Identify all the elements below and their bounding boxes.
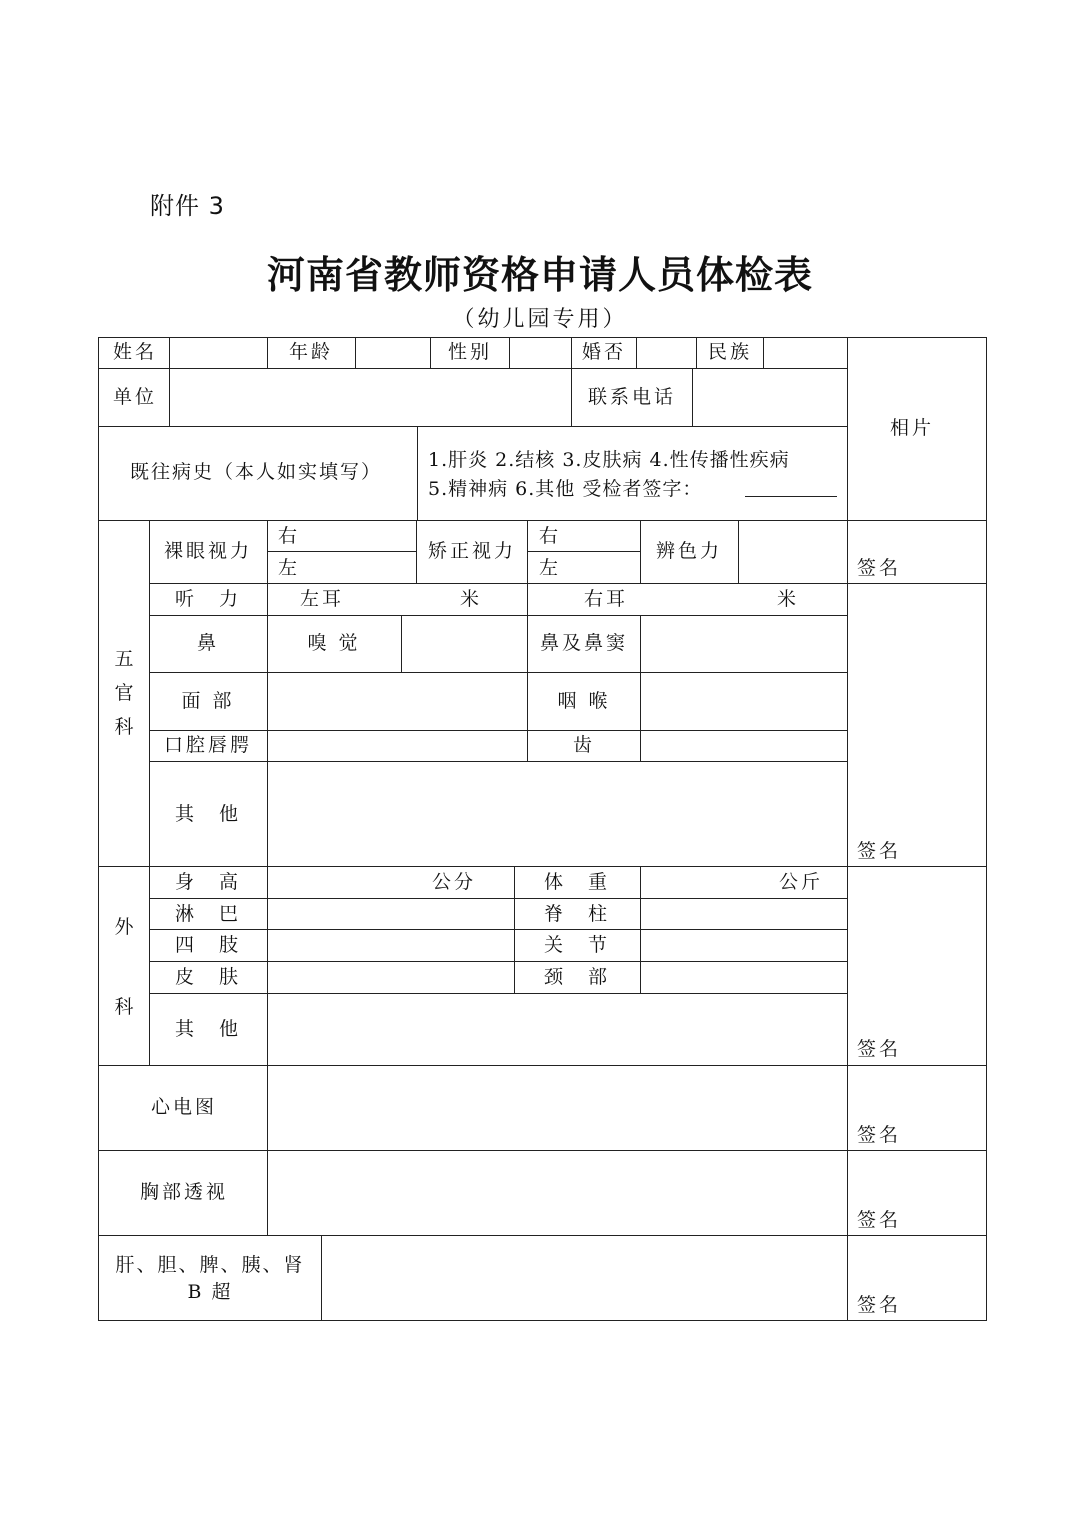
mouth-label: 口腔唇腭	[163, 734, 253, 756]
nose-label: 鼻	[196, 632, 220, 654]
photo-box[interactable]	[848, 338, 986, 520]
row-line	[149, 615, 847, 616]
weight-label: 体 重	[543, 871, 611, 893]
row-line	[98, 520, 987, 521]
surgery-section-top: 外	[114, 916, 134, 938]
left-ear-label: 左耳	[300, 588, 345, 610]
lymph-label: 淋 巴	[174, 903, 242, 925]
naked-vision-label: 裸眼视力	[163, 540, 253, 562]
photo-label: 相片	[889, 417, 935, 439]
form-subtitle: （幼儿园专用）	[452, 307, 628, 332]
skin-label: 皮 肤	[174, 966, 242, 988]
attachment-label: 附件 3	[150, 192, 225, 220]
spine-label: 脊 柱	[543, 903, 611, 925]
surgery-other-label: 其 他	[174, 1018, 242, 1040]
ent-sign-1: 签名	[857, 557, 902, 579]
ethnicity-field[interactable]	[764, 338, 847, 368]
row-line	[149, 929, 847, 930]
history-label: 既往病史（本人如实填写）	[129, 461, 383, 483]
history-options-line1: 1.肝炎 2.结核 3.皮肤病 4.性传播性疾病	[428, 449, 790, 471]
ent-section-label: 五 官 科	[114, 648, 134, 738]
phone-field[interactable]	[693, 369, 847, 426]
unit-label: 单位	[112, 386, 158, 408]
row-line	[98, 1065, 987, 1066]
corrected-left-label: 左	[539, 557, 562, 579]
chest-sign: 签名	[857, 1209, 902, 1231]
history-options-line2: 5.精神病 6.其他 受检者签字：	[428, 478, 703, 500]
nose-divider	[640, 615, 641, 761]
marital-field[interactable]	[637, 338, 696, 368]
height-unit: 公分	[432, 871, 477, 893]
naked-left-label: 左	[278, 557, 301, 579]
nose-divider	[401, 615, 402, 672]
weight-unit: 公斤	[779, 871, 824, 893]
row-line	[149, 961, 847, 962]
right-ear-label: 右耳	[584, 588, 629, 610]
row-line	[149, 672, 847, 673]
ecg-label: 心电图	[150, 1096, 218, 1118]
surgery-section-divider	[149, 866, 150, 1065]
neck-label: 颈 部	[543, 966, 611, 988]
smell-label: 嗅 觉	[307, 632, 361, 654]
examinee-signature-line[interactable]	[745, 496, 837, 497]
row1-divider	[696, 337, 697, 368]
age-label: 年龄	[288, 341, 334, 363]
color-vision-label: 辨色力	[655, 540, 723, 562]
ent-other-label: 其 他	[174, 803, 242, 825]
vision-split	[527, 551, 640, 552]
color-vision-field[interactable]	[739, 521, 847, 583]
gender-field[interactable]	[510, 338, 571, 368]
ent-sign-2: 签名	[857, 840, 902, 862]
name-field[interactable]	[170, 338, 267, 368]
throat-label: 咽 喉	[557, 690, 611, 712]
row-line	[98, 1150, 987, 1151]
ultrasound-label-line1: 肝、胆、脾、胰、肾	[115, 1254, 305, 1276]
form-title: 河南省教师资格申请人员体检表	[266, 252, 813, 297]
border-bottom	[98, 1320, 987, 1321]
ultrasound-sign: 签名	[857, 1294, 902, 1316]
row-line	[149, 761, 847, 762]
surgery-section-bottom: 科	[114, 996, 134, 1018]
ent-section-divider	[149, 520, 150, 866]
ent-label-divider	[267, 520, 268, 866]
row1-divider	[267, 337, 268, 368]
right-ear-unit: 米	[777, 588, 800, 610]
row-line	[149, 898, 847, 899]
row-line	[98, 426, 847, 427]
left-ear-unit: 米	[460, 588, 483, 610]
hearing-label: 听 力	[174, 588, 242, 610]
ethnicity-label: 民族	[707, 341, 753, 363]
ultrasound-mask	[266, 1236, 269, 1320]
row-line	[98, 866, 987, 867]
row1-divider	[430, 337, 431, 368]
chest-label: 胸部透视	[139, 1181, 229, 1203]
gender-label: 性别	[447, 341, 493, 363]
marital-label: 婚否	[581, 341, 627, 363]
surgery-sign: 签名	[857, 1038, 902, 1060]
border-right	[986, 337, 987, 1321]
ultrasound-divider	[321, 1235, 322, 1321]
vision-split	[267, 551, 416, 552]
row-line	[149, 993, 847, 994]
ultrasound-label-line2: B 超	[187, 1281, 233, 1303]
row1-divider	[571, 337, 572, 427]
corrected-right-label: 右	[539, 525, 562, 547]
row-line	[98, 1235, 987, 1236]
ecg-sign: 签名	[857, 1124, 902, 1146]
unit-field[interactable]	[170, 369, 571, 426]
row-line	[149, 730, 847, 731]
age-field[interactable]	[356, 338, 430, 368]
vision-divider	[416, 520, 417, 583]
name-label: 姓名	[112, 341, 158, 363]
row-line	[149, 583, 987, 584]
face-label: 面 部	[181, 690, 235, 712]
height-label: 身 高	[174, 871, 242, 893]
joints-label: 关 节	[543, 934, 611, 956]
corrected-vision-label: 矫正视力	[427, 540, 517, 562]
limbs-label: 四 肢	[174, 934, 242, 956]
phone-label: 联系电话	[587, 386, 677, 408]
vision-divider	[640, 520, 641, 583]
sinus-label: 鼻及鼻窦	[539, 632, 629, 654]
border-left	[98, 337, 99, 1321]
history-divider	[417, 426, 418, 520]
teeth-label: 齿	[572, 734, 596, 756]
naked-right-label: 右	[278, 525, 301, 547]
